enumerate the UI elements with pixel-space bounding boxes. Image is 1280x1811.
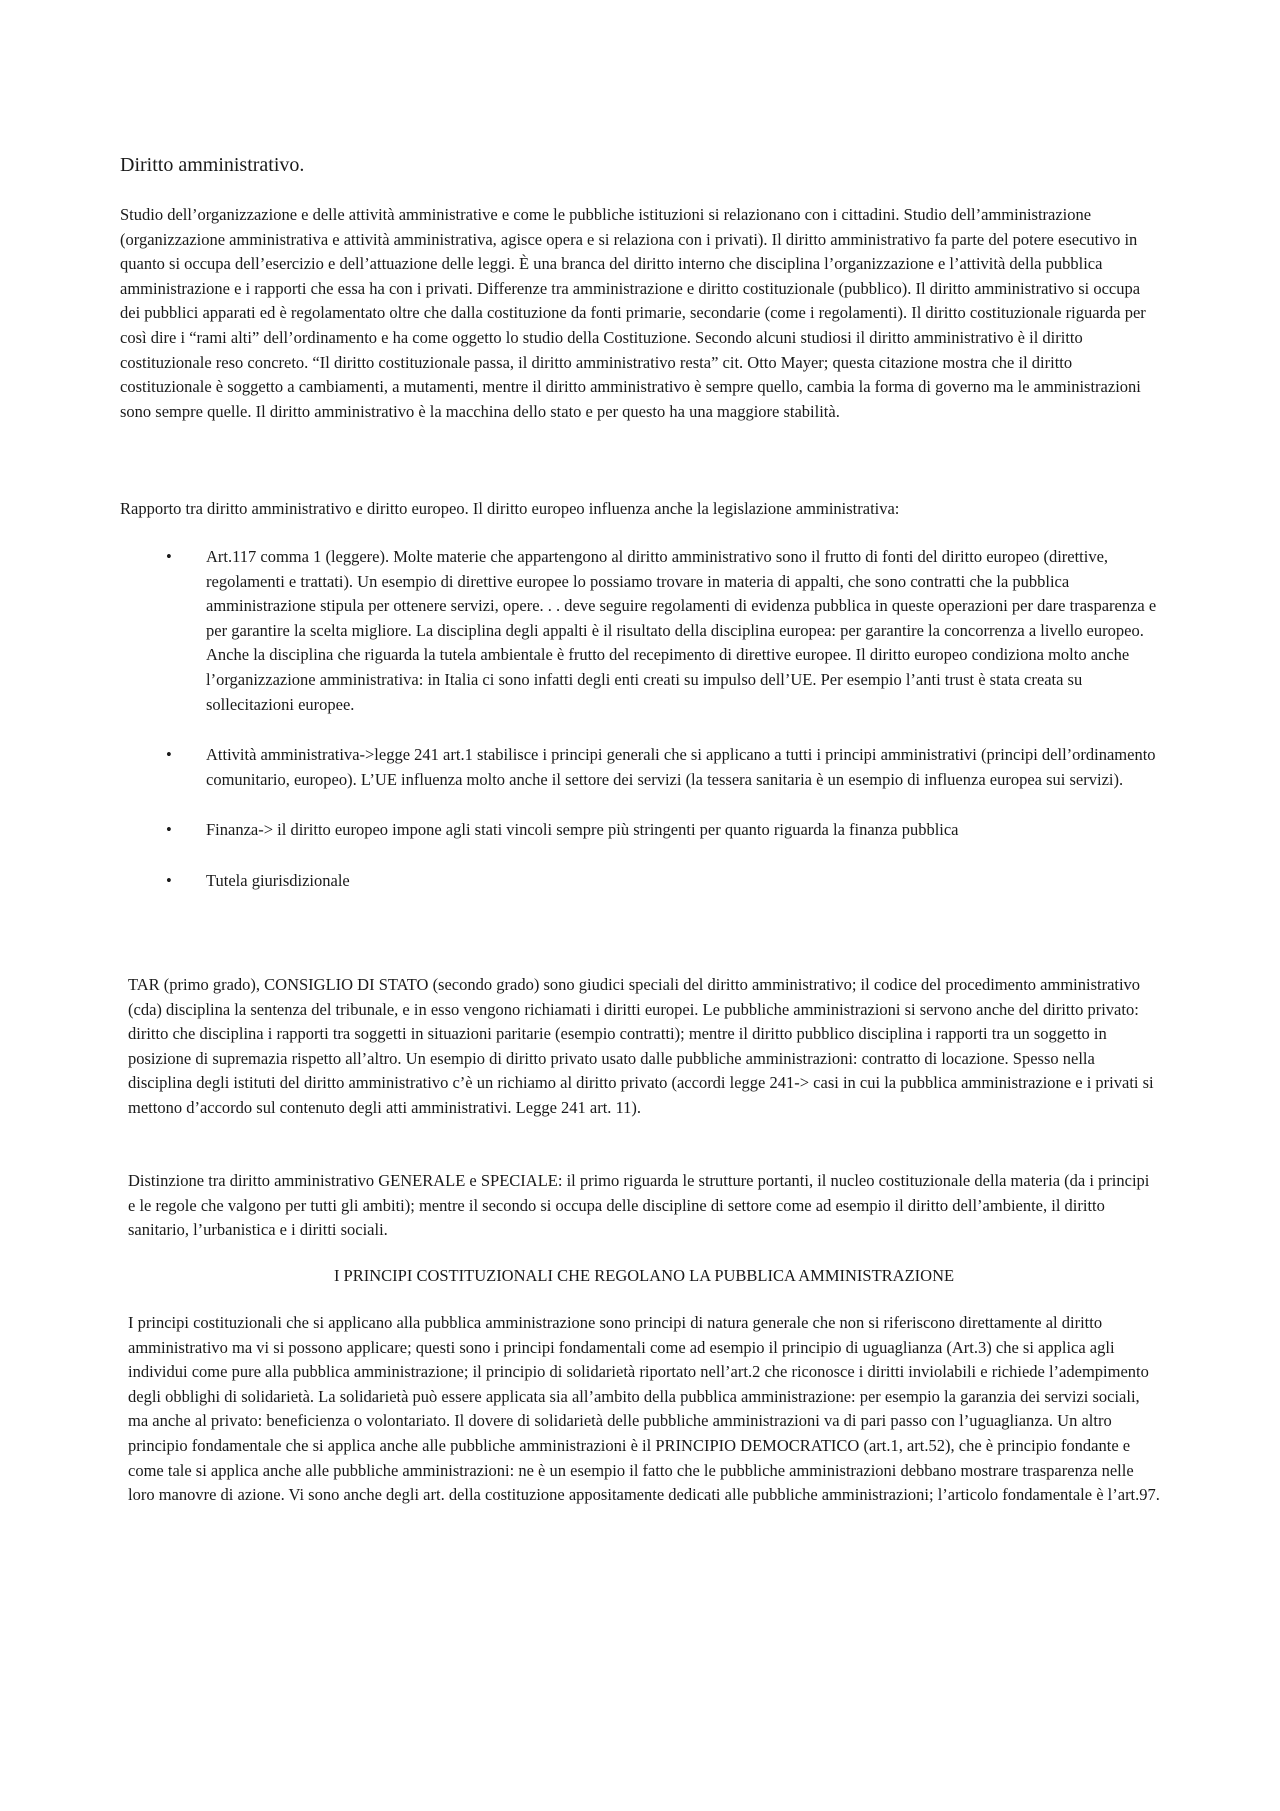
bullet-list [160,545,1160,920]
section-heading: I PRINCIPI COSTITUZIONALI CHE REGOLANO LA PUBBLICA AMMINISTRAZIONE [333,1266,955,1285]
paragraph-principles: I principi costituzionali che si applicano alla pubblica amministrazione sono principi di natura generale che non si riferiscono direttamente al diritto amministrativo ma vi si possono applicare; questi sono i principi fondamentali come ad esempio il principio di uguaglianza (Art.3) che si applica agli individui come pure alla pubblica amministrazione; il principio di solidarietà riportato nell’art.2 che riconosce i diritti inviolabili e richiede l’adempimento degli obblighi di solidarietà. La solidarietà può essere applicata sia all’ambito della pubblica amministrazione: per esempio la garanzia dei servizi sociali, ma anche al privato: beneficienza o volontariato. Il dovere di solidarietà delle pubbliche amministrazioni va di pari passo con l’uguaglianza. Un altro principio fondamentale che si applica anche alle pubbliche amministrazioni è il PRINCIPIO DEMOCRATICO (art.1, art.52), che è principio fondante e come tale si applica anche alle pubbliche amministrazioni: ne è un esempio il fatto che le pubbliche amministrazioni debbano mostrare trasparenza nelle loro manovre di azione. Vi sono anche degli art. della costituzione appositamente dedicati alle pubbliche amministrazioni; l’articolo fondamentale è l’art.97. [128,1313,1160,1505]
paragraph-eu-relation: Rapporto tra diritto amministrativo e diritto europeo. Il diritto europeo influenza anche la legislazione amministrativa: [120,499,900,518]
bullet-icon: • [166,820,172,840]
paragraph-tar: TAR (primo grado), CONSIGLIO DI STATO (secondo grado) sono giudici speciali del diritto amministrativo; il codice del procedimento amministrativo (cda) disciplina la sentenza del tribunale, e in esso vengono richiamati i diritti europei. Le pubbliche amministrazioni si servono anche del diritto privato: diritto che disciplina i rapporti tra soggetti in situazioni paritarie (esempio contratti); mentre il diritto pubblico disciplina i rapporti tra un soggetto in posizione di supremazia rispetto all’altro. Un esempio di diritto privato usato dalle pubbliche amministrazioni: contratto di locazione. Spesso nella disciplina degli istituti del diritto amministrativo c’è un richiamo al diritto privato (accordi legge 241-> casi in cui la pubblica amministrazione e i privati si mettono d’accordo sul contenuto degli atti amministrativi. Legge 241 art. 11). [128,975,1154,1117]
paragraph-intro: Studio dell’organizzazione e delle attività amministrative e come le pubbliche istituzioni si relazionano con i cittadini. Studio dell’amministrazione (organizzazione amministrativa e attività amministrativa, agisce opera e si relaziona con i privati). Il diritto amministrativo fa parte del potere esecutivo in quanto si occupa dell’esercizio e dell’attuazione delle leggi. È una branca del diritto interno che disciplina l’organizzazione e l’attività della pubblica amministrazione e i rapporti che essa ha con i privati. Differenze tra amministrazione e diritto costituzionale (pubblico). Il diritto amministrativo si occupa dei pubblici apparati ed è regolamentato oltre che dalla costituzione da fonti primarie, secondarie (come i regolamenti). Il diritto costituzionale riguarda per così dire i “rami alti” dell’ordinamento e ha come oggetto lo studio della Costituzione. Secondo alcuni studiosi il diritto amministrativo è il diritto costituzionale reso concreto. “Il diritto costituzionale passa, il diritto amministrativo resta” cit. Otto Mayer; questa citazione mostra che il diritto costituzionale è soggetto a cambiamenti, a mutamenti, mentre il diritto amministrativo è sempre quello, cambia la forma di governo ma le amministrazioni sono sempre quelle. Il diritto amministrativo è la macchina dello stato e per questo ha una maggiore stabilità. [120,205,1146,421]
bullet-icon: • [166,547,172,566]
list-item-text: Tutela giurisdizionale [206,870,350,890]
list-item-text: Art.117 comma 1 (leggere). Molte materie che appartengono al diritto amministrativo sono il frutto di fonti del diritto europeo (direttive, regolamenti e trattati). Un esempio di direttive europee lo possiamo trovare in materia di appalti, che sono contratti che la pubblica amministrazione stipula per ottenere servizi, opere. . . deve seguire regolamenti di evidenza pubblica in queste operazioni per dare trasparenza e per garantire la scelta migliore. La disciplina degli appalti è il risultato della disciplina europea: per garantire la concorrenza a livello europeo. Anche la disciplina che riguarda la tutela ambientale è frutto del recepimento di direttive europee. Il diritto europeo condiziona molto anche l’organizzazione amministrativa: in Italia ci sono infatti degli enti creati su impulso dell’UE. Per esempio l’anti trust è stata creata su sollecitazioni europee. [206,547,1157,714]
bullet-icon: • [166,870,172,890]
bullet-icon: • [166,745,172,765]
list-item-text: Finanza-> il diritto europeo impone agli stati vincoli sempre più stringenti per quanto riguarda la finanza pubblica [206,820,959,840]
list-item [160,743,1160,792]
list-item [160,818,1160,843]
paragraph-distinction: Distinzione tra diritto amministrativo GENERALE e SPECIALE: il primo riguarda le strutture portanti, il nucleo costituzionale della materia (da i principi e le regole che valgono per tutti gli ambiti); mentre il secondo si occupa delle discipline di settore come ad esempio il diritto dell’ambiente, il diritto sanitario, l’urbanistica e i diritti sociali. [128,1171,1150,1240]
document-title: Diritto amministrativo. [120,154,305,176]
list-item [160,545,1160,717]
list-item [160,869,1160,894]
list-item-text: Attività amministrativa->legge 241 art.1 stabilisce i principi generali che si applicano a tutti i principi amministrativi (principi dell’ordinamento comunitario, europeo). L’UE influenza molto anche il settore dei servizi (la tessera sanitaria è un esempio di influenza europea sui servizi). [206,745,1156,789]
